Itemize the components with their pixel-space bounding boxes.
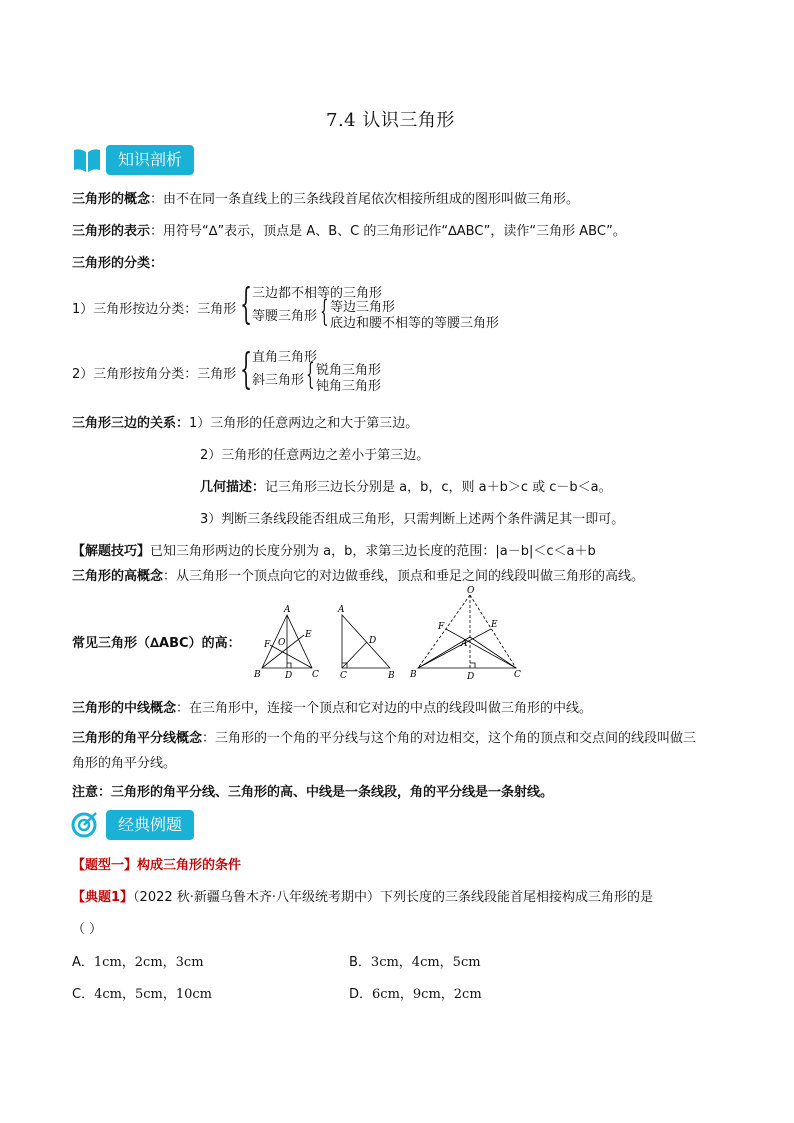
concept-text: ：由不在同一条直线上的三条线段首尾依次相接所组成的图形叫做三角形。	[150, 192, 580, 207]
class-by-angle-b: 斜三角形	[252, 373, 305, 388]
height-label: 三角形的高概念	[72, 569, 164, 584]
option-key: D．	[349, 987, 373, 1002]
svg-text:C: C	[312, 670, 319, 680]
brace-icon: {	[240, 344, 253, 393]
svg-text:D: D	[369, 636, 377, 646]
sides-geo-line	[200, 476, 612, 495]
class-by-angle-b2: 钝角三角形	[316, 379, 382, 394]
svg-text:O: O	[467, 586, 475, 596]
option-b[interactable]	[349, 951, 481, 970]
svg-text:O: O	[278, 638, 286, 648]
class-by-side-b: 等腰三角形	[252, 309, 318, 324]
tip-label: 【解题技巧】	[72, 544, 151, 559]
class-by-side-b1: 等边三角形	[330, 300, 396, 315]
height-line	[72, 565, 644, 584]
page-title: 7.4 认识三角形	[326, 110, 455, 131]
section-badge-label: 经典例题	[106, 810, 194, 840]
tip-text: 已知三角形两边的长度分别为 a，b，求第三边长度的范围：|a－b|＜c＜a＋b	[150, 544, 596, 559]
class-by-angle-a: 直角三角形	[252, 350, 318, 365]
bisector-text-1: ：三角形的一个角的平分线与这个角的对边相交，这个角的顶点和交点间的线段叫做三	[202, 731, 697, 746]
class-by-angle-prefix: 2）三角形按角分类：三角形	[72, 367, 237, 382]
sides-line-1	[72, 412, 418, 431]
brace-icon: {	[320, 294, 329, 329]
sides-geo-label: 几何描述：	[200, 480, 266, 495]
sides-rule-1: 1）三角形的任意两边之和大于第三边。	[189, 416, 419, 431]
sides-label: 三角形三边的关系：	[72, 416, 190, 431]
example-1-label: 【典题1】	[72, 890, 134, 905]
svg-text:B: B	[254, 670, 261, 680]
right-triangle-figure	[342, 615, 390, 668]
tip-line	[72, 540, 596, 559]
example-1-answer-paren: （ ）	[72, 922, 103, 937]
obtuse-triangle-figure	[418, 595, 516, 668]
option-text: 1cm，2cm，3cm	[93, 955, 204, 970]
example-1-stem	[72, 886, 653, 905]
sides-rule-2: 2）三角形的任意两边之差小于第三边。	[200, 448, 430, 463]
brace-icon: {	[240, 279, 253, 328]
bisector-text-2: 角形的角平分线。	[72, 756, 177, 771]
option-text: 3cm，4cm，5cm	[370, 955, 481, 970]
svg-text:E: E	[491, 620, 498, 630]
book-icon	[72, 146, 102, 174]
svg-text:C: C	[514, 670, 521, 680]
target-icon	[70, 809, 100, 839]
concept-line	[72, 188, 579, 207]
notation-label: 三角形的表示	[72, 224, 151, 239]
height-common-label: 常见三角形（∆ABC）的高：	[72, 636, 241, 651]
sides-rule-3: 3）判断三条线段能否组成三角形，只需判断上述两个条件满足其一即可。	[200, 512, 625, 527]
option-key: C．	[72, 987, 95, 1002]
notation-line	[72, 220, 626, 239]
svg-text:E: E	[305, 630, 312, 640]
class-by-side-a: 三边都不相等的三角形	[252, 286, 383, 301]
median-text: ：在三角形中，连接一个顶点和它对边的中点的线段叫做三角形的中线。	[176, 701, 593, 716]
question-type-heading: 【题型一】构成三角形的条件	[72, 858, 242, 873]
option-key: A．	[72, 955, 94, 970]
svg-text:A: A	[338, 605, 345, 615]
svg-text:A: A	[284, 605, 291, 615]
option-key: B．	[349, 955, 371, 970]
section-badge-label: 知识剖析	[106, 145, 194, 175]
median-label: 三角形的中线概念	[72, 701, 177, 716]
class-by-angle-b1: 锐角三角形	[316, 363, 382, 378]
brace-icon: {	[306, 357, 315, 392]
option-c[interactable]	[72, 983, 212, 1002]
triangle-heights-figure	[250, 585, 550, 685]
class-by-side-prefix: 1）三角形按边分类：三角形	[72, 302, 237, 317]
class-by-side-b2: 底边和腰不相等的等腰三角形	[330, 316, 500, 331]
option-text: 4cm，5cm，10cm	[94, 987, 212, 1002]
option-text: 6cm，9cm，2cm	[372, 987, 482, 1002]
svg-text:F: F	[438, 622, 445, 632]
svg-text:B: B	[388, 671, 395, 681]
svg-text:F: F	[264, 640, 271, 650]
svg-text:D: D	[467, 672, 475, 682]
note-text: 注意：三角形的角平分线、三角形的高、中线是一条线段，角的平分线是一条射线。	[72, 785, 554, 800]
bisector-label: 三角形的角平分线概念	[72, 731, 203, 746]
svg-text:D: D	[285, 671, 293, 681]
example-1-text: （2022 秋·新疆乌鲁木齐·八年级统考期中）下列长度的三条线段能首尾相接构成三角形的是	[133, 890, 654, 905]
option-d[interactable]	[349, 983, 482, 1002]
height-text: ：从三角形一个顶点向它的对边做垂线，顶点和垂足之间的线段叫做三角形的高线。	[163, 569, 645, 584]
bisector-line-1	[72, 727, 696, 746]
option-a[interactable]	[72, 951, 204, 970]
svg-text:C: C	[340, 671, 347, 681]
notation-text: ：用符号“∆”表示，顶点是 A、B、C 的三角形记作“∆ABC”，读作“三角形 ABC”。	[150, 224, 626, 239]
svg-text:B: B	[410, 670, 417, 680]
sides-geo-text: 记三角形三边长分别是 a，b，c，则 a＋b＞c 或 c－b＜a。	[265, 480, 612, 495]
svg-text:A: A	[461, 639, 468, 649]
concept-label: 三角形的概念	[72, 192, 151, 207]
median-line	[72, 697, 592, 716]
classification-label: 三角形的分类：	[72, 256, 164, 271]
